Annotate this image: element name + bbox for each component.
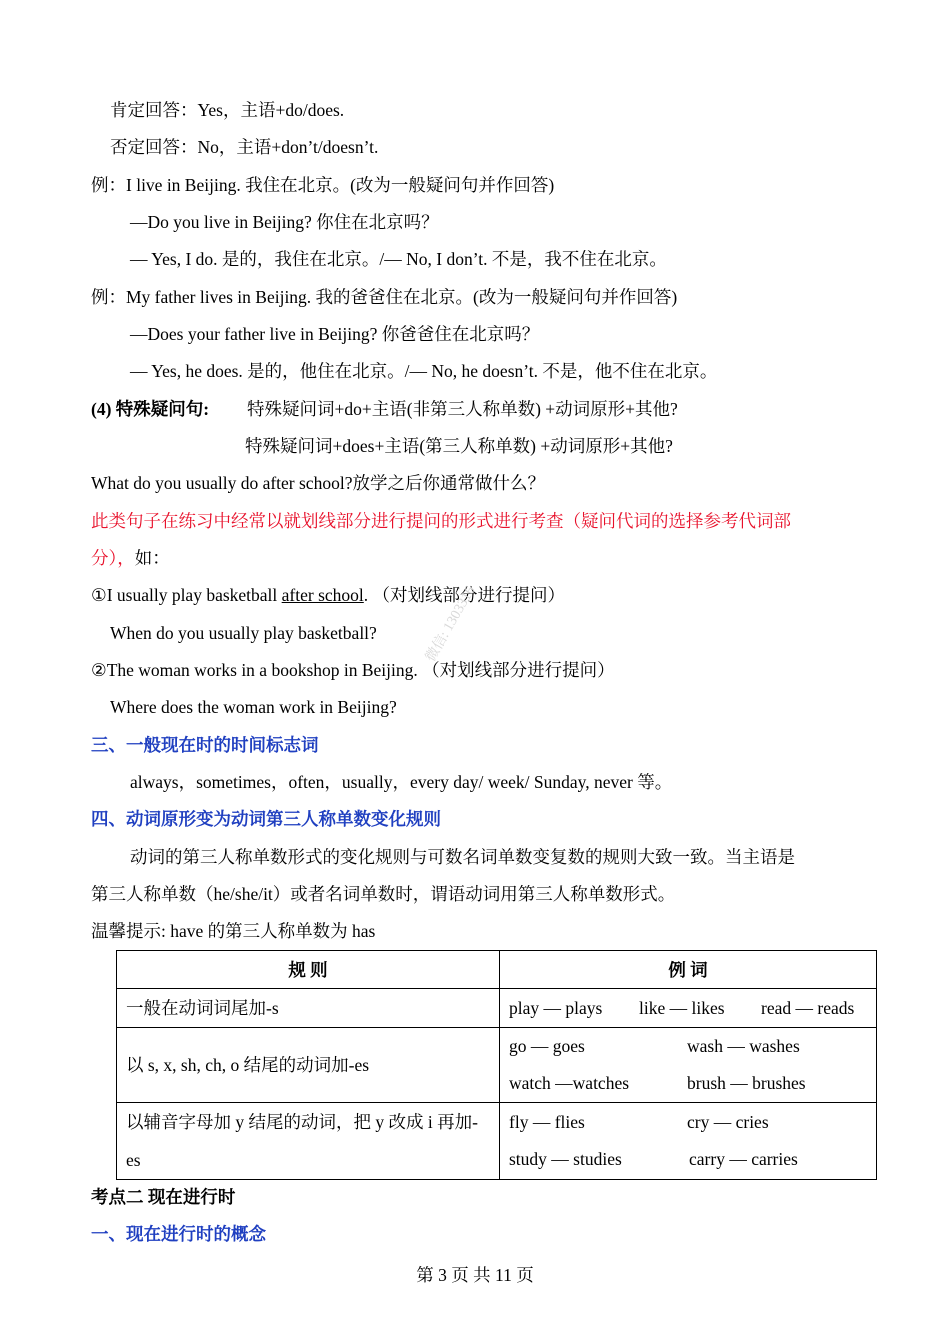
example-word: brush — brushes (687, 1073, 806, 1093)
example-word: go — goes (509, 1036, 585, 1056)
section-4-body-line-1: 动词的第三人称单数形式的变化规则与可数名词单数变复数的规则大致一致。当主语是 (130, 847, 795, 867)
question-1-suffix: . （对划线部分进行提问） (363, 585, 566, 605)
watermark: 微信: 1303316 (423, 583, 479, 665)
red-note-end: 分）， (91, 548, 135, 568)
kaodian-2-title: 考点二 现在进行时 (91, 1187, 236, 1207)
page-footer: 第 3 页 共 11 页 (416, 1265, 534, 1285)
question-1-underlined: after school (281, 585, 364, 605)
example-1-answer: — Yes, I do. 是的，我住在北京。/— No, I don’t. 不是，我不住在北京。 (130, 249, 667, 269)
rule-cell: 一般在动词词尾加-s (117, 989, 500, 1028)
example-word: carry — carries (689, 1149, 798, 1169)
examples-cell (500, 1028, 877, 1103)
affirmative-answer-rule: 肯定回答：Yes，主语+do/does. (110, 100, 345, 120)
section-4-title: 四、动词原形变为动词第三人称单数变化规则 (91, 809, 441, 829)
negative-answer-rule: 否定回答：No，主语+don’t/doesn’t. (110, 137, 379, 157)
conjugation-rules-table (116, 950, 877, 1180)
red-note-line-2 (91, 546, 170, 570)
example-word: fly — flies (509, 1112, 585, 1132)
examples-cell (500, 989, 877, 1028)
red-note-line-1: 此类句子在练习中经常以就划线部分进行提问的形式进行考查（疑问代词的选择参考代词部 (91, 511, 791, 531)
tip: 温馨提示: have 的第三人称单数为 has (91, 921, 376, 941)
table-row (117, 1103, 877, 1180)
section-3-body: always，sometimes，often，usually，every day/ week/ Sunday, never 等。 (130, 772, 673, 792)
example-word: cry — cries (687, 1112, 769, 1132)
example-word: read — reads (761, 997, 855, 1018)
example-line (509, 1065, 867, 1102)
example-2-answer: — Yes, he does. 是的，他住在北京。/— No, he doesn’t. 不是，他不住在北京。 (130, 361, 718, 381)
example-word: study — studies (509, 1149, 622, 1169)
rule-cell: 以 s, x, sh, ch, o 结尾的动词加-es (117, 1028, 500, 1103)
example-line (509, 1028, 867, 1065)
section-3-title: 三、一般现在时的时间标志词 (91, 735, 319, 755)
question-1-answer: When do you usually play basketball? (110, 623, 377, 643)
example-word: watch —watches (509, 1073, 630, 1093)
example-line (509, 1141, 867, 1178)
example-1: 例：I live in Beijing. 我住在北京。(改为一般疑问句并作回答) (91, 175, 555, 195)
example-word: like — likes (639, 997, 725, 1018)
question-2: ②The woman works in a bookshop in Beijing. （对划线部分进行提问） (91, 660, 615, 680)
example-word: play — plays (509, 997, 603, 1018)
section-4-body-line-2: 第三人称单数（he/she/it）或者名词单数时，谓语动词用第三人称单数形式。 (91, 884, 676, 904)
table-row (117, 989, 877, 1028)
rule-cell: 以辅音字母加 y 结尾的动词，把 y 改成 i 再加-es (117, 1103, 500, 1180)
special-question-rule-1: 特殊疑问词+do+主语(非第三人称单数) +动词原形+其他? (247, 399, 678, 419)
example-1-question: —Do you live in Beijing? 你住在北京吗？ (130, 212, 439, 232)
table-row (117, 1028, 877, 1103)
question-1 (91, 583, 565, 607)
table-header-row (117, 951, 877, 989)
special-question-example: What do you usually do after school?放学之后你通常做什么？ (91, 473, 545, 493)
present-continuous-concept-title: 一、现在进行时的概念 (91, 1224, 266, 1244)
example-2: 例：My father lives in Beijing. 我的爸爸住在北京。(改为一般疑问句并作回答) (91, 287, 678, 307)
example-word: wash — washes (687, 1036, 800, 1056)
examples-cell (500, 1103, 877, 1180)
special-question-rule-2: 特殊疑问词+does+主语(第三人称单数) +动词原形+其他? (245, 436, 673, 456)
header-rule: 规 则 (117, 951, 500, 989)
example-2-question: —Does your father live in Beijing? 你爸爸住在北京吗？ (130, 324, 540, 344)
example-line (509, 990, 867, 1027)
question-1-prefix: ①I usually play basketball (91, 585, 282, 605)
red-note-suffix: 如： (134, 548, 170, 568)
special-question-label: (4) 特殊疑问句: (91, 399, 210, 419)
question-2-answer: Where does the woman work in Beijing? (110, 697, 397, 717)
header-example: 例 词 (500, 951, 877, 989)
example-line (509, 1104, 867, 1141)
